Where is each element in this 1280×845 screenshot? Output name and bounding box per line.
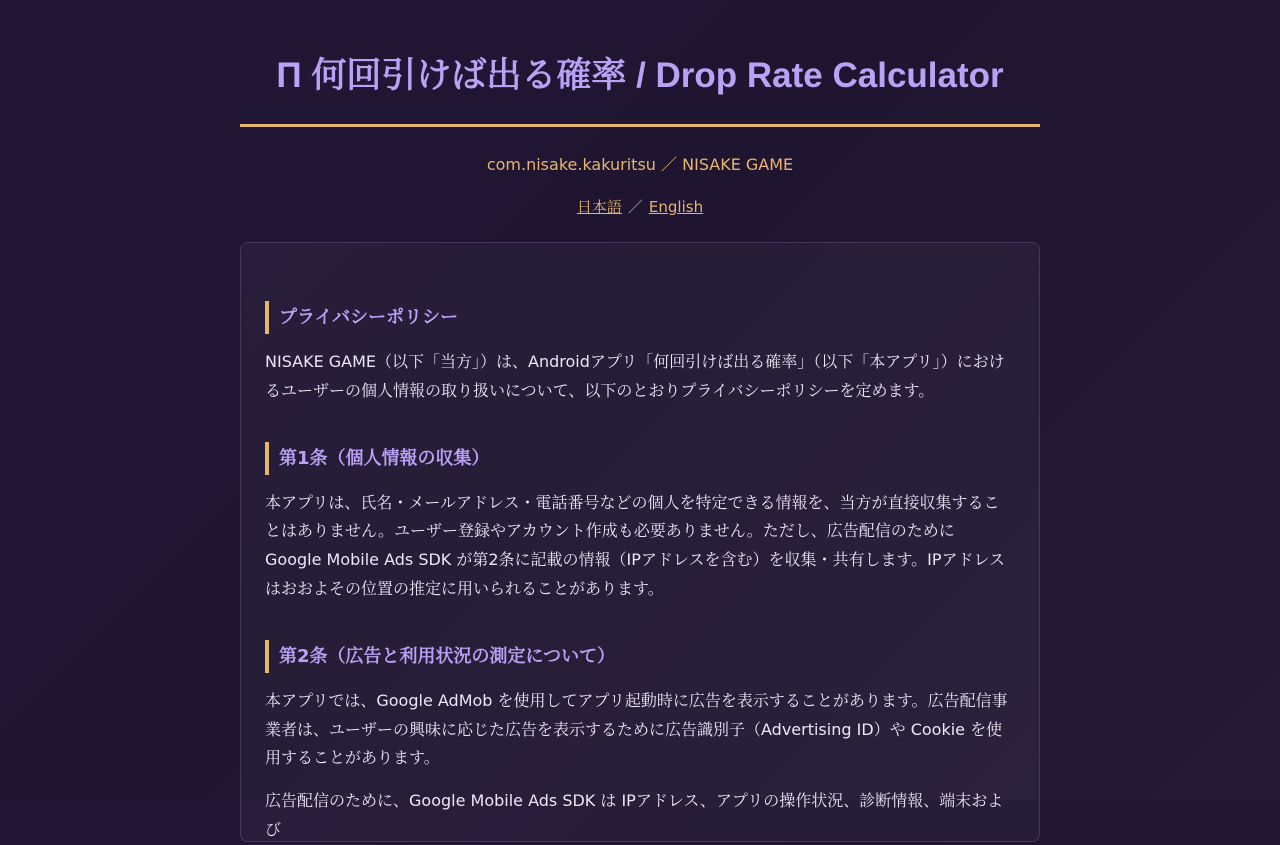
section-paragraph: 広告配信のために、Google Mobile Ads SDK は IPアドレス、アプリの操作状況、診断情報、端末および [265,791,1004,839]
section-heading: 第2条（広告と利用状況の測定について） [265,640,1015,673]
section-article-1 [265,442,1015,604]
package-name: com.nisake.kakuritsu [486,155,656,174]
section-privacy-policy [265,301,1015,406]
section-paragraph: NISAKE GAME（以下「当方」）は、Androidアプリ「何回引けば出る確率」（以下「本アプリ」）におけるユーザーの個人情報の取り扱いについて、以下のとおりプライバシーポリシーを定めます。 [265,352,1005,400]
section-paragraph: 本アプリでは、Google AdMob を使用してアプリ起動時に広告を表示することがあります。広告配信事業者は、ユーザーの興味に応じた広告を表示するために広告識別子（Advertising ID）や Cookie を使用することがあります。 [265,690,1008,768]
page [240,0,1040,842]
section-article-2 [265,640,1015,845]
language-switcher [240,196,1040,218]
developer-name: NISAKE GAME [682,155,794,174]
section-paragraph: 本アプリは、氏名・メールアドレス・電話番号などの個人を特定できる情報を、当方が直接収集することはありません。ユーザー登録やアカウント作成も必要ありません。ただし、広告配信のために Google Mobile Ads SDK が第2条に記載の情報（IPアドレスを含む）を収集・共有します。IPアドレスはおおよその位置の推定に用いられることがあります。 [265,492,1006,598]
section-heading: 第1条（個人情報の収集） [265,442,1015,475]
language-separator: ／ [627,198,643,216]
section-heading: プライバシーポリシー [265,301,1015,334]
app-info [240,154,1040,176]
page-title: Π 何回引けば出る確率 / Drop Rate Calculator [240,52,1040,127]
language-link-ja[interactable]: 日本語 [576,198,622,216]
policy-card [240,242,1040,842]
package-separator: ／ [661,155,678,174]
language-link-en[interactable]: English [648,198,704,216]
